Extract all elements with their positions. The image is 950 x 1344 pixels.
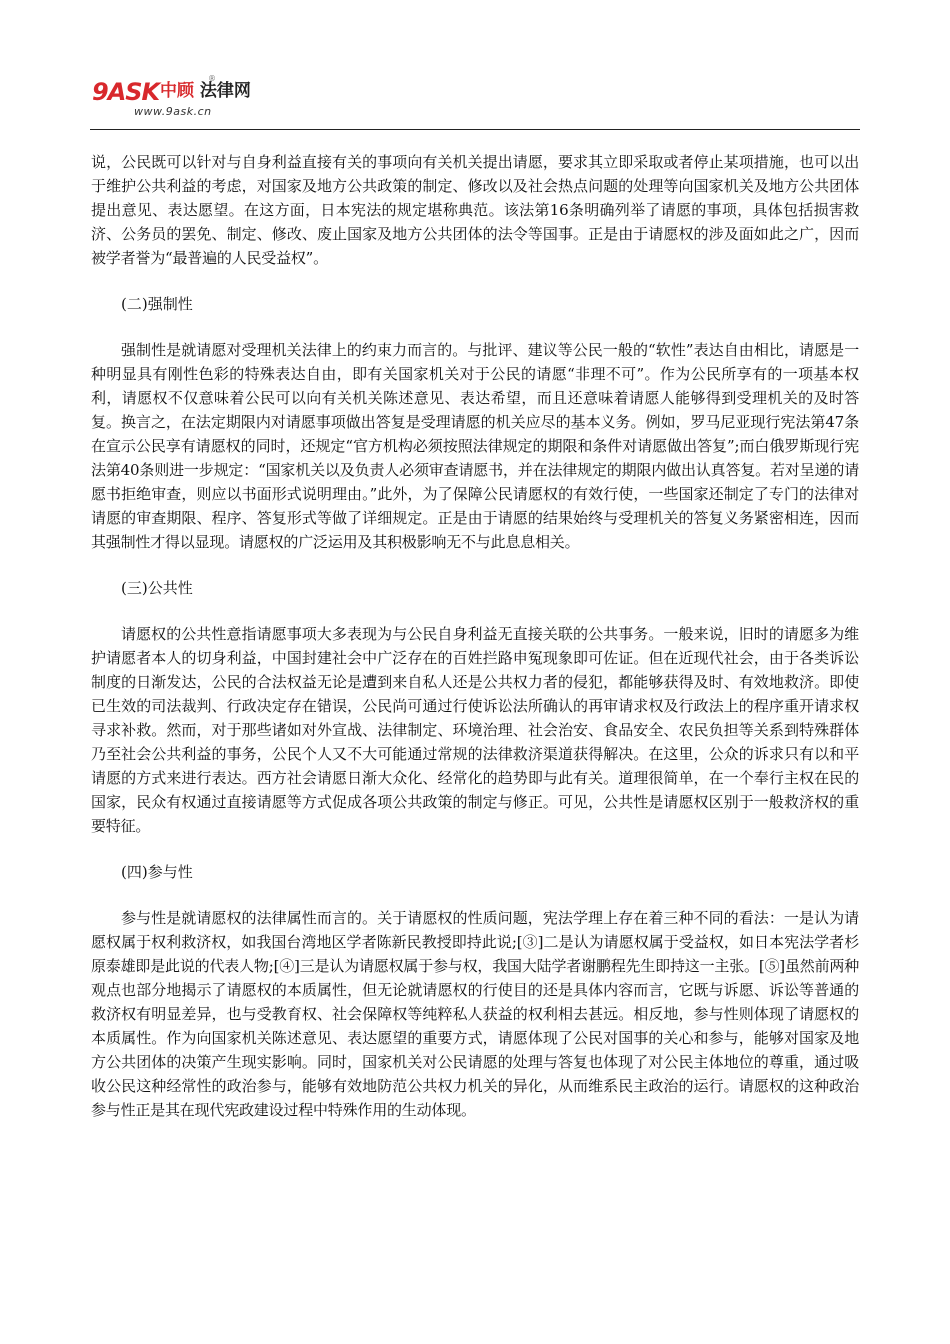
logo-mark: 9ASK: [92, 78, 160, 106]
header-divider: [90, 129, 860, 130]
section-heading-3: (三)公共性: [121, 579, 193, 597]
paragraph-2: 强制性是就请愿对受理机关法律上的约束力而言的。与批评、建议等公民一般的“软性”表达自由相比，请愿是一种明显具有刚性色彩的特殊表达自由，即有关国家机关对于公民的请愿“非理不可”。作为公民所享有的一项基本权利，请愿权不仅意味着公民可以向有关机关陈述意见、表达希望，而且还意味着请愿人能够得到受理机关的及时答复。换言之，在法定期限内对请愿事项做出答复是受理请愿的机关应尽的基本义务。例如，罗马尼亚现行宪法第47条在宣示公民享有请愿权的同时，还规定“官方机构必须按照法律规定的期限和条件对请愿做出答复”;而白俄罗斯现行宪法第40条则进一步规定：“国家机关以及负责人必须审查请愿书，并在法律规定的期限内做出认真答复。若对呈递的请愿书拒绝审查，则应以书面形式说明理由。”此外，为了保障公民请愿权的有效行使，一些国家还制定了专门的法律对请愿的审查期限、程序、答复形式等做了详细规定。正是由于请愿的结果始终与受理机关的答复义务紧密相连，因而其强制性才得以显现。请愿权的广泛运用及其积极影响无不与此息息相关。: [91, 341, 859, 551]
site-logo[interactable]: [90, 76, 290, 126]
paragraph-4: 参与性是就请愿权的法律属性而言的。关于请愿权的性质问题，宪法学理上存在着三种不同的看法：一是认为请愿权属于权利救济权，如我国台湾地区学者陈新民教授即持此说;[③]二是认为请愿权属于受益权，如日本宪法学者杉原泰雄即是此说的代表人物;[④]三是认为请愿权属于参与权，我国大陆学者谢鹏程先生即持这一主张。[⑤]虽然前两种观点也部分地揭示了请愿权的本质属性，但无论就请愿权的行使目的还是具体内容而言，它既与诉愿、诉讼等普通的救济权有明显差异，也与受教育权、社会保障权等纯粹私人获益的权利相去甚远。相反地，参与性则体现了请愿权的本质属性。作为向国家机关陈述意见、表达愿望的重要方式，请愿体现了公民对国事的关心和参与，能够对国家及地方公共团体的决策产生现实影响。同时，国家机关对公民请愿的处理与答复也体现了对公民主体地位的尊重，通过吸收公民这种经常性的政治参与，能够有效地防范公共权力机关的异化，从而维系民主政治的运行。请愿权的这种政治参与性正是其在现代宪政建设过程中特殊作用的生动体现。: [91, 909, 859, 1119]
section-heading-4: (四)参与性: [121, 863, 193, 881]
page-header: [90, 76, 860, 130]
logo-url: www.9ask.cn: [134, 105, 212, 118]
document-body: [91, 150, 859, 1144]
registered-mark: ®: [208, 74, 216, 83]
logo-name: [160, 80, 251, 102]
section-heading-2: (二)强制性: [121, 295, 193, 313]
logo-name-red: 中顾: [160, 81, 194, 101]
logo-name-dark: 法律网: [199, 81, 251, 101]
paragraph-1: 说，公民既可以针对与自身利益直接有关的事项向有关机关提出请愿，要求其立即采取或者停止某项措施，也可以出于维护公共利益的考虑，对国家及地方公共政策的制定、修改以及社会热点问题的处理等向国家机关及地方公共团体提出意见、表达愿望。在这方面，日本宪法的规定堪称典范。该法第16条明确列举了请愿的事项，具体包括损害救济、公务员的罢免、制定、修改、废止国家及地方公共团体的法令等国事。正是由于请愿权的涉及面如此之广，因而被学者誉为“最普遍的人民受益权”。: [91, 153, 859, 267]
paragraph-3: 请愿权的公共性意指请愿事项大多表现为与公民自身利益无直接关联的公共事务。一般来说，旧时的请愿多为维护请愿者本人的切身利益，中国封建社会中广泛存在的百姓拦路申冤现象即可佐证。但在近现代社会，由于各类诉讼制度的日渐发达，公民的合法权益无论是遭到来自私人还是公共权力者的侵犯，都能够获得及时、有效地救济。即使已生效的司法裁判、行政决定存在错误，公民尚可通过行使诉讼法所确认的再审请求权及行政法上的程序重开请求权寻求补救。然而，对于那些诸如对外宣战、法律制定、环境治理、社会治安、食品安全、农民负担等关系到特殊群体乃至社会公共利益的事务，公民个人又不大可能通过常规的法律救济渠道获得解决。在这里，公众的诉求只有以和平请愿的方式来进行表达。西方社会请愿日渐大众化、经常化的趋势即与此有关。道理很简单，在一个奉行主权在民的国家，民众有权通过直接请愿等方式促成各项公共政策的制定与修正。可见，公共性是请愿权区别于一般救济权的重要特征。: [91, 625, 859, 835]
